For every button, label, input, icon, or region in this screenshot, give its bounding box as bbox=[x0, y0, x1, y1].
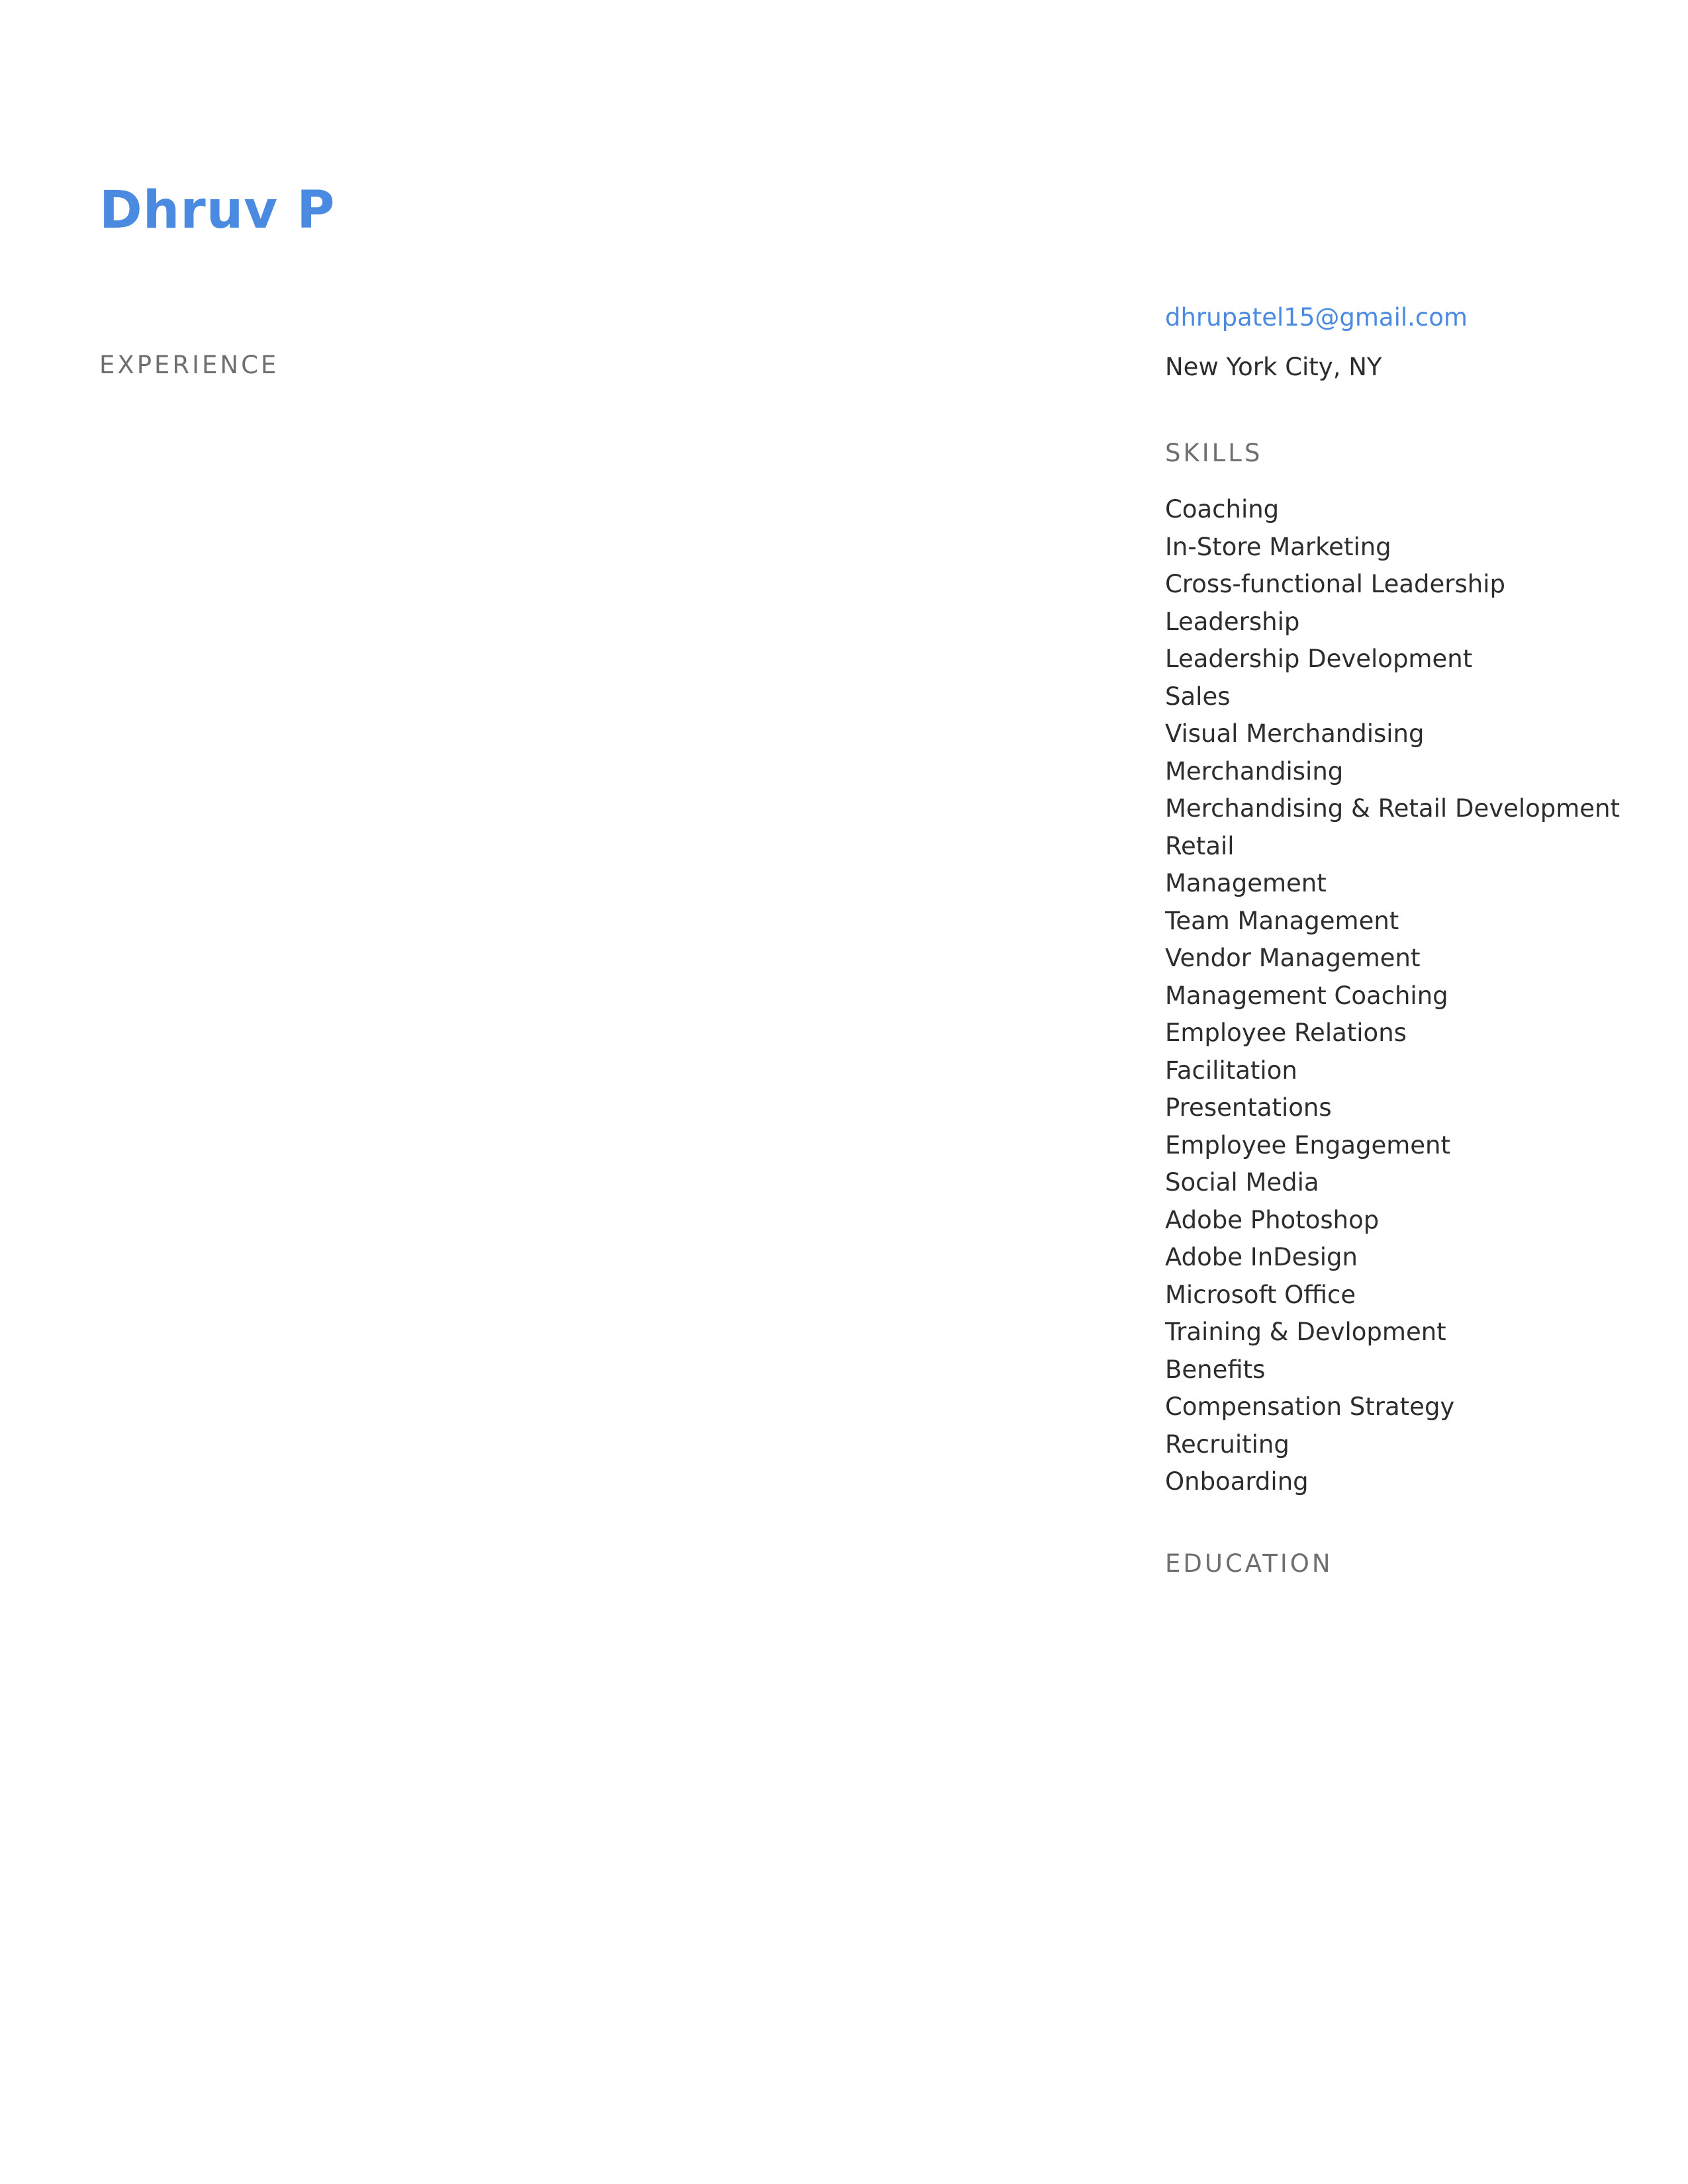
skill-item: Presentations bbox=[1165, 1093, 1332, 1122]
skill-item: In-Store Marketing bbox=[1165, 532, 1391, 561]
skill-item: Training & Devlopment bbox=[1165, 1318, 1446, 1346]
skill-item: Employee Engagement bbox=[1165, 1130, 1451, 1160]
email-link[interactable]: dhrupatel15@gmail.com bbox=[1165, 303, 1468, 332]
skill-item: Merchandising bbox=[1165, 756, 1344, 786]
skill-item: Facilitation bbox=[1165, 1056, 1297, 1085]
skill-item: Onboarding bbox=[1165, 1467, 1309, 1496]
skill-item: Employee Relations bbox=[1165, 1019, 1407, 1047]
skill-item: Retail bbox=[1165, 831, 1235, 860]
skill-item: Management bbox=[1165, 869, 1327, 897]
skill-item: Leadership bbox=[1165, 607, 1300, 636]
skills-heading: SKILLS bbox=[1165, 439, 1263, 467]
skill-item: Cross-functional Leadership bbox=[1165, 570, 1505, 598]
skill-item: Coaching bbox=[1165, 495, 1280, 523]
skill-item: Vendor Management bbox=[1165, 944, 1421, 972]
skill-item: Recruiting bbox=[1165, 1430, 1289, 1459]
skill-item: Microsoft Office bbox=[1165, 1280, 1356, 1309]
candidate-name: Dhruv P bbox=[99, 181, 336, 240]
education-heading: EDUCATION bbox=[1165, 1549, 1333, 1578]
skill-item: Benefits bbox=[1165, 1355, 1266, 1384]
skill-item: Visual Merchandising bbox=[1165, 719, 1425, 748]
experience-heading: EXPERIENCE bbox=[99, 351, 279, 379]
skill-item: Merchandising & Retail Development bbox=[1165, 794, 1620, 823]
skills-list bbox=[1165, 491, 1620, 1501]
skill-item: Compensation Strategy bbox=[1165, 1392, 1455, 1421]
skill-item: Sales bbox=[1165, 682, 1231, 711]
skill-item: Adobe InDesign bbox=[1165, 1243, 1358, 1271]
location-text: New York City, NY bbox=[1165, 353, 1382, 381]
skill-item: Adobe Photoshop bbox=[1165, 1205, 1380, 1234]
skill-item: Social Media bbox=[1165, 1168, 1319, 1197]
skill-item: Leadership Development bbox=[1165, 645, 1473, 673]
skill-item: Team Management bbox=[1165, 906, 1399, 935]
skill-item: Management Coaching bbox=[1165, 981, 1448, 1010]
